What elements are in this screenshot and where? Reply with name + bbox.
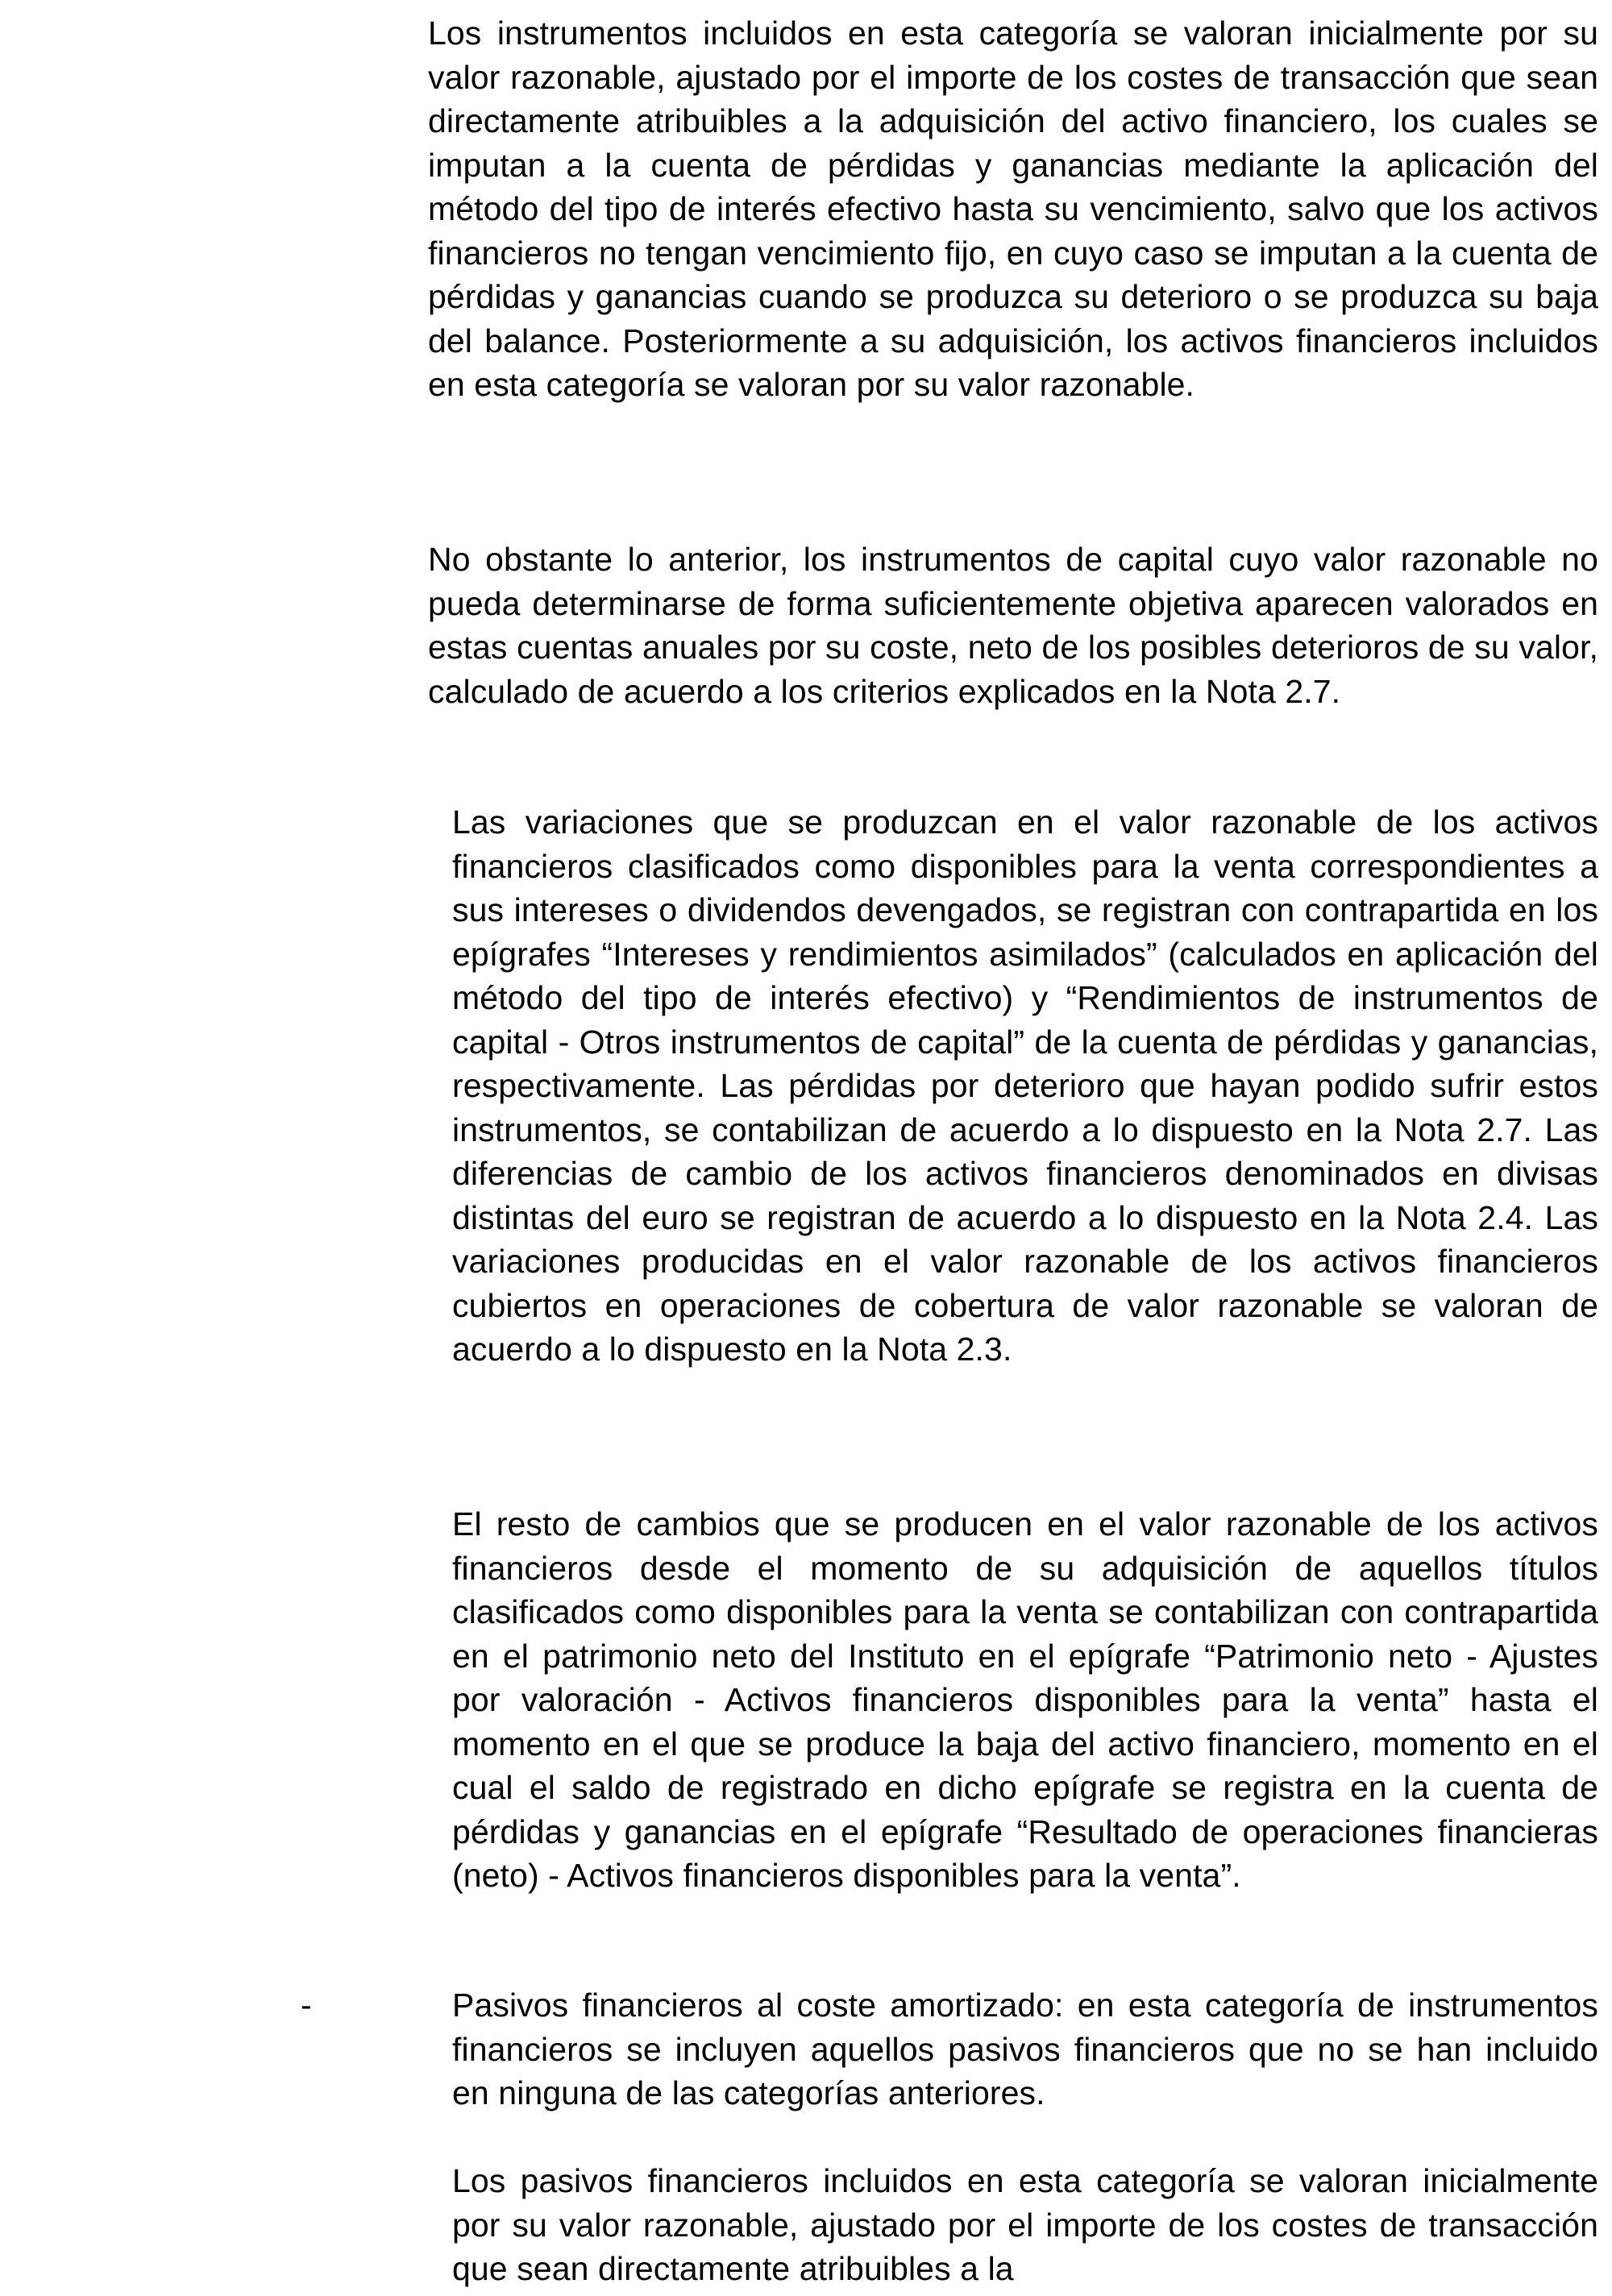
paragraph-fair-value-variations: Las variaciones que se produzcan en el valor razonable de los activos financieros clasificados como disponibles para la venta correspondientes a sus intereses o dividendos devengados, se registran con contrapartida en los epígrafes “Intereses y rendimientos asimilados” (calculados en aplicación del método del tipo de interés efectivo) y “Rendimientos de instrumentos de capital - Otros instrumentos de capital” de la cuenta de pérdidas y ganancias, respectivamente. Las pérdidas por deterioro que hayan podido sufrir estos instrumentos, se contabilizan de acuerdo a lo dispuesto en la Nota 2.7. Las diferencias de cambio de los activos financieros denominados en divisas distintas del euro se registran de acuerdo a lo dispuesto en la Nota 2.4. Las variaciones producidas en el valor razonable de los activos financieros cubiertos en operaciones de cobertura de valor razonable se valoran de acuerdo a lo dispuesto en la Nota 2.3. — [452, 803, 1598, 1368]
paragraph-liabilities-valuation: Los pasivos financieros incluidos en esta categoría se valoran inicialmente por su valor razonable, ajustado por el importe de los costes de transacción que sean directamente atribuibles a la — [452, 2162, 1598, 2287]
list-bullet-dash: - — [301, 1987, 312, 2024]
list-item-financial-liabilities: Pasivos financieros al coste amortizado: en esta categoría de instrumentos financieros se incluyen aquellos pasivos financieros que no se han incluido en ninguna de las categorías anteriores. — [452, 1987, 1598, 2111]
paragraph-initial-valuation: Los instrumentos incluidos en esta categoría se valoran inicialmente por su valor razonable, ajustado por el importe de los costes de transacción que sean directamente atribuibles a la adquisición del activo financiero, los cuales se imputan a la cuenta de pérdidas y ganancias mediante la aplicación del método del tipo de interés efectivo hasta su vencimiento, salvo que los activos financieros no tengan vencimiento fijo, en cuyo caso se imputan a la cuenta de pérdidas y ganancias cuando se produzca su deterioro o se produzca su baja del balance. Posteriormente a su adquisición, los activos financieros incluidos en esta categoría se valoran por su valor razonable. — [428, 15, 1598, 403]
paragraph-other-changes: El resto de cambios que se producen en el valor razonable de los activos financieros desde el momento de su adquisición de aquellos títulos clasificados como disponibles para la venta se contabilizan con contrapartida en el patrimonio neto del Instituto en el epígrafe “Patrimonio neto - Ajustes por valoración - Activos financieros disponibles para la venta” hasta el momento en el que se produce la baja del activo financiero, momento en el cual el saldo de registrado en dicho epígrafe se registra en la cuenta de pérdidas y ganancias en el epígrafe “Resultado de operaciones financieras (neto) - Activos financieros disponibles para la venta”. — [452, 1505, 1598, 1894]
paragraph-capital-instruments: No obstante lo anterior, los instrumentos de capital cuyo valor razonable no pueda determinarse de forma suficientemente objetiva aparecen valorados en estas cuentas anuales por su coste, neto de los posibles deterioros de su valor, calculado de acuerdo a los criterios explicados en la Nota 2.7. — [428, 541, 1598, 710]
